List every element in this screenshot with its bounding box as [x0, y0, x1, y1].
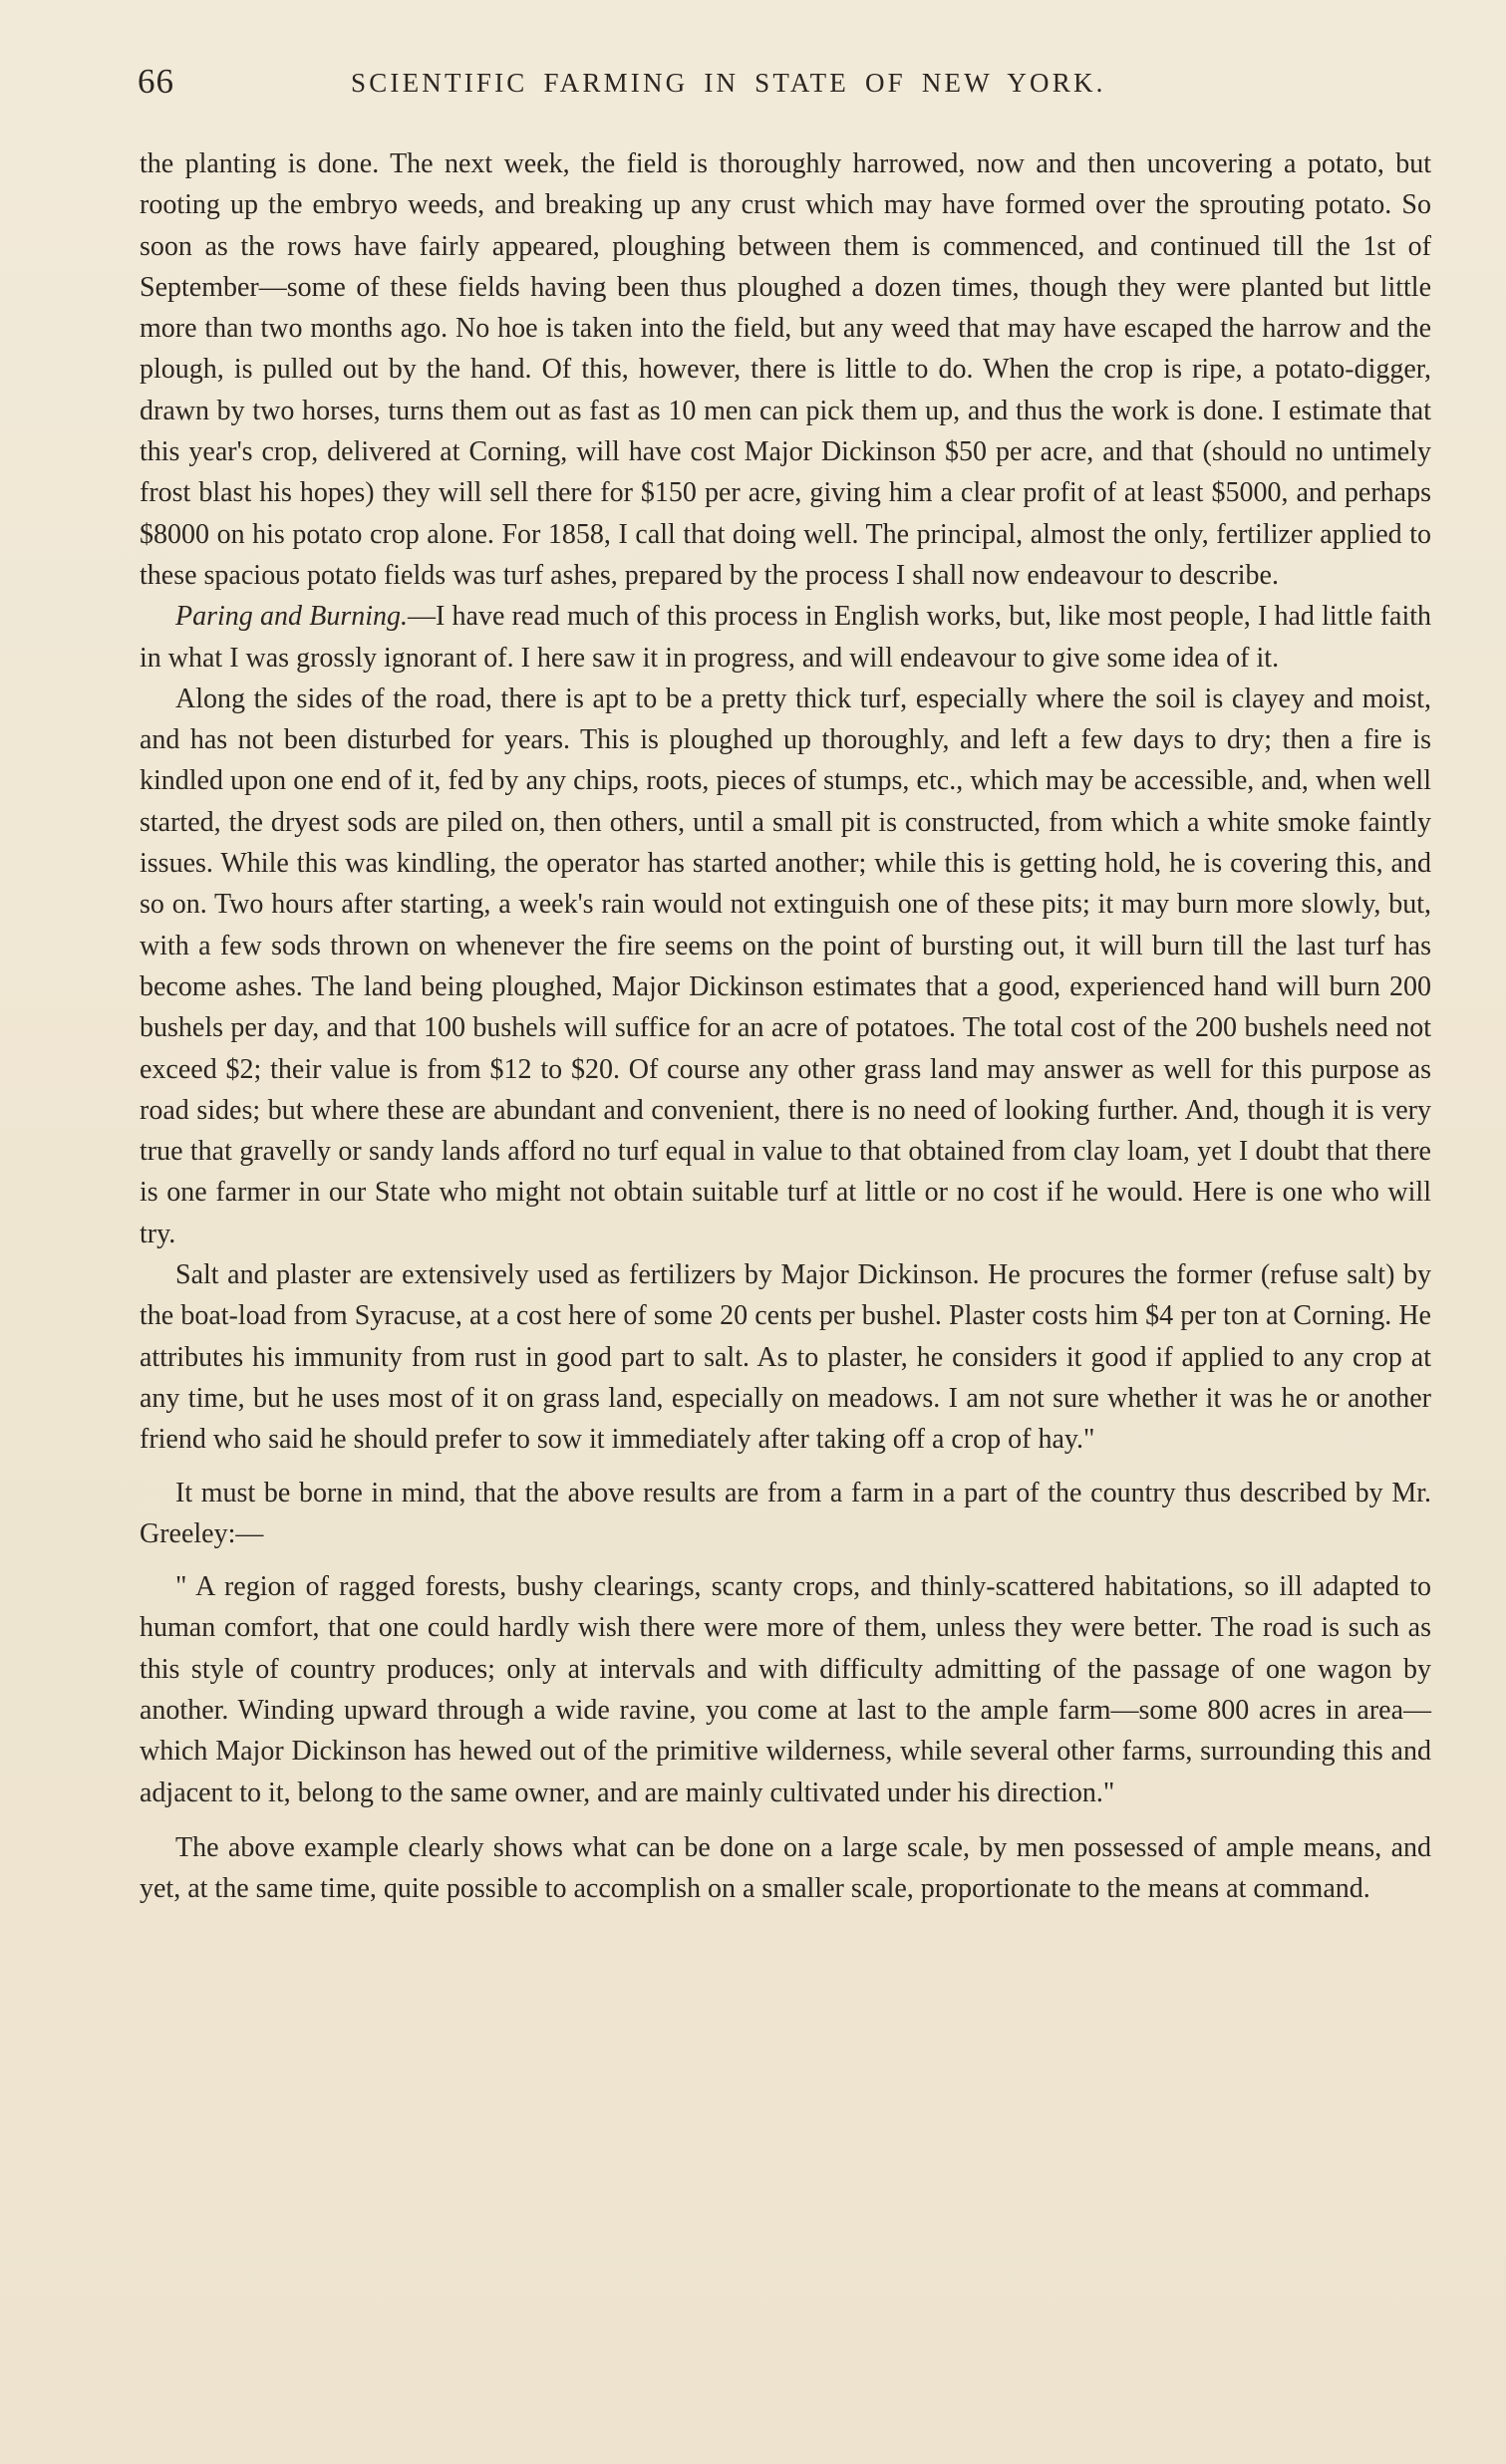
paragraph-greeley-quote: " A region of ragged forests, bushy clearings, scanty crops, and thinly-scattered habitations, so ill adapted to human comfort, that one could hardly wish there were more of them, unless they were better. The road is such as this style of country produces; only at intervals and with difficulty admitting of the passage of one wagon by another. Winding upward through a wide ravine, you come at last to the ample farm—some 800 acres in area—which Major Dickinson has hewed out of the primitive wilderness, while several other farms, surrounding this and adjacent to it, belong to the same owner, and are mainly cultivated under his direction." — [140, 1571, 1431, 1808]
paragraph-paring-body: —I have read much of this process in English works, but, like most people, I had little faith in what I was grossly ignorant of. I here saw it in progress, and will endeavour to give some idea of it. — [140, 601, 1432, 674]
running-title: SCIENTIFIC FARMING IN STATE OF NEW YORK. — [351, 68, 1106, 98]
paragraph-continued: the planting is done. The next week, the field is thoroughly harrowed, now and then uncovering a potato, but rooting up the embryo weeds, and breaking up any crust which may have formed over the sprouting potato. So soon as the rows have fairly appeared, ploughing between them is commenced, and continued till the 1st of September—some of these fields having been thus ploughed a dozen times, though they were planted but little more than two months ago. No hoe is taken into the field, but any weed that may have escaped the harrow and the plough, is pulled out by the hand. Of this, however, there is little to do. When the crop is ripe, a potato-digger, drawn by two horses, turns them out as fast as 10 men can pick them up, and thus the work is done. I estimate that this year's crop, delivered at Corning, will have cost Major Dickinson $50 per acre, and that (should no untimely frost blast his hopes) they will sell there for $150 per acre, giving him a clear profit of at least $5000, and perhaps $8000 on his potato crop alone. For 1858, I call that doing well. The principal, almost the only, fertilizer applied to these spacious potato fields was turf ashes, prepared by the process I shall now endeavour to describe. — [140, 148, 1431, 591]
paragraph-road-turf: Along the sides of the road, there is apt to be a pretty thick turf, especially where the soil is clayey and moist, and has not been disturbed for years. This is ploughed up thoroughly, and left a few days to dry; then a fire is kindled upon one end of it, fed by any chips, roots, pieces of stumps, etc., which may be accessible, and, when well started, the dryest sods are piled on, then others, until a small pit is constructed, from which a white smoke faintly issues. While this was kindling, the operator has started another; while this is getting hold, he is covering this, and so on. Two hours after starting, a week's rain would not extinguish one of these pits; it may burn more slowly, but, with a few sods thrown on whenever the fire seems on the point of bursting out, it will burn till the last turf has become ashes. The land being ploughed, Major Dickinson estimates that a good, experienced hand will burn 200 bushels per day, and that 100 bushels will suffice for an acre of potatoes. The total cost of the 200 bushels need not exceed $2; their value is from $12 to $20. Of course any other grass land may answer as well for this purpose as road sides; but where these are abundant and convenient, there is no need of looking further. And, though it is very true that gravelly or sandy lands afford no turf equal in value to that obtained from clay loam, yet I doubt that there is one farmer in our State who might not obtain suitable turf at little or no cost if he would. Here is one who will try. — [140, 683, 1431, 1249]
paragraph-paring-and-burning — [140, 596, 1431, 679]
section-heading-paring-and-burning: Paring and Burning. — [175, 601, 408, 633]
paragraph-salt-plaster: Salt and plaster are extensively used as fertilizers by Major Dickinson. He procures the former (refuse salt) by the boat-load from Syracuse, at a cost here of some 20 cents per bushel. Plaster costs him $4 per ton at Corning. He attributes his immunity from rust in good part to salt. As to plaster, he considers it good if applied to any crop at any time, but he uses most of it on grass land, especially on meadows. I am not sure whether it was he or another friend who said he should prefer to sow it immediately after taking off a crop of hay." — [140, 1259, 1431, 1456]
page-number: 66 — [138, 62, 174, 101]
paragraph-conclusion: The above example clearly shows what can be done on a large scale, by men possessed of ample means, and yet, at the same time, quite possible to accomplish on a smaller scale, proportionate to the means at command. — [140, 1831, 1431, 1905]
page-header — [138, 62, 1234, 112]
paragraph-greeley-intro: It must be borne in mind, that the above results are from a farm in a part of the country thus described by Mr. Greeley:— — [140, 1477, 1431, 1549]
body-text — [140, 143, 1431, 1909]
